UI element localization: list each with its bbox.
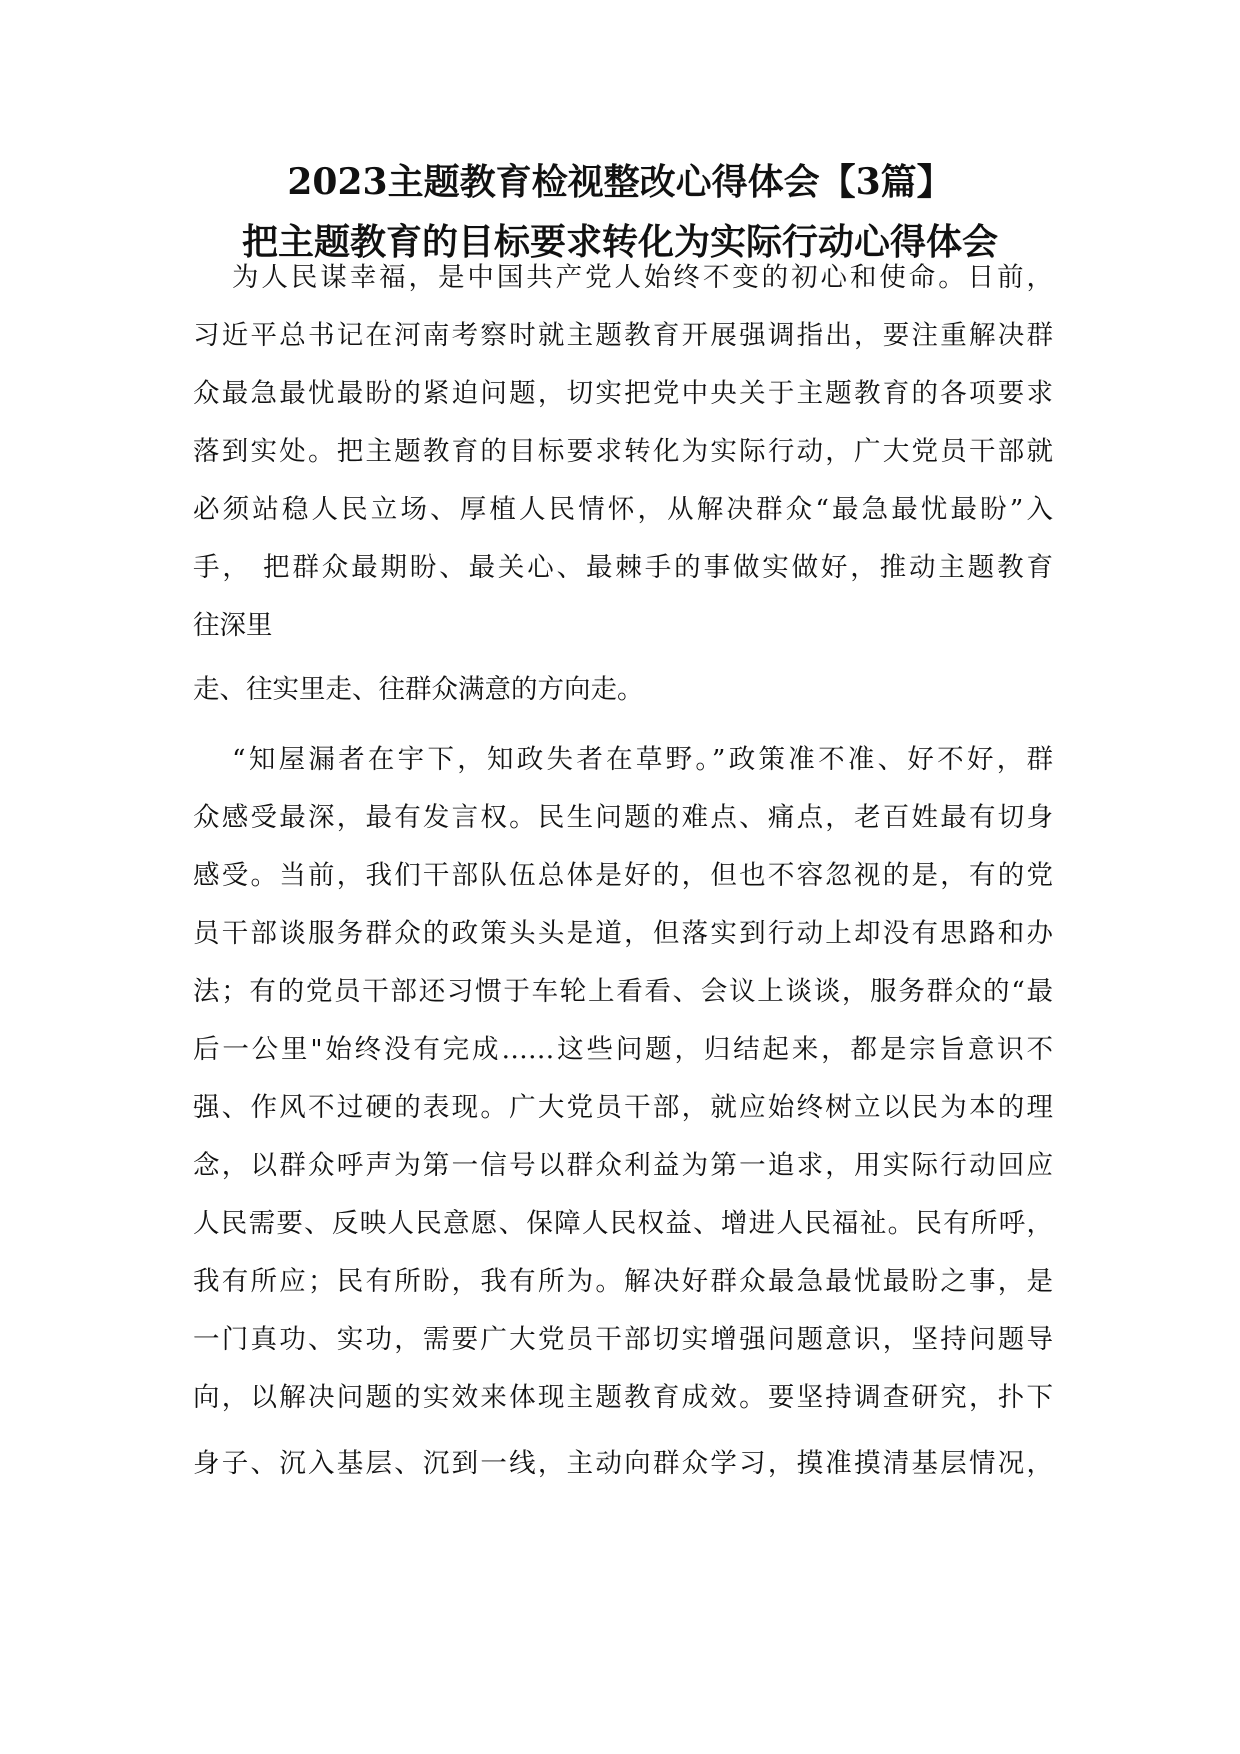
paragraph-line: 强、作风不过硬的表现。广大党员干部，就应始终树立以民为本的理 — [193, 1092, 1053, 1123]
paragraph-line: 走、往实里走、往群众满意的方向走。 — [193, 674, 644, 705]
paragraph-line: 法；有的党员干部还习惯于车轮上看看、会议上谈谈，服务群众的“最 — [193, 976, 1053, 1007]
paragraph-line: 习近平总书记在河南考察时就主题教育开展强调指出，要注重解决群 — [193, 320, 1053, 351]
paragraph-line: 必须站稳人民立场、厚植人民情怀，从解决群众“最急最忧最盼”入 — [193, 494, 1053, 525]
paragraph-line: 念，以群众呼声为第一信号以群众利益为第一追求，用实际行动回应 — [193, 1150, 1053, 1181]
document-title: 2023主题教育检视整改心得体会【3篇】 — [287, 161, 953, 203]
paragraph-line: 往深里 — [193, 610, 273, 641]
paragraph-line: 众感受最深，最有发言权。民生问题的难点、痛点，老百姓最有切身 — [193, 802, 1053, 833]
document-subtitle: 把主题教育的目标要求转化为实际行动心得体会 — [241, 221, 998, 263]
paragraph-line: 我有所应；民有所盼，我有所为。解决好群众最急最忧最盼之事，是 — [193, 1266, 1053, 1297]
paragraph-line: 向，以解决问题的实效来体现主题教育成效。要坚持调查研究，扑下 — [193, 1382, 1053, 1413]
paragraph-line: 众最急最忧最盼的紧迫问题，切实把党中央关于主题教育的各项要求 — [193, 378, 1053, 409]
paragraph-line: 员干部谈服务群众的政策头头是道，但落实到行动上却没有思路和办 — [193, 918, 1053, 949]
paragraph-line: 手， 把群众最期盼、最关心、最棘手的事做实做好，推动主题教育 — [193, 552, 1053, 583]
paragraph-line: 身子、沉入基层、沉到一线，主动向群众学习，摸准摸清基层情况， — [193, 1448, 1053, 1479]
paragraph-line: 感受。当前，我们干部队伍总体是好的，但也不容忽视的是，有的党 — [193, 860, 1053, 891]
paragraph-line: 落到实处。把主题教育的目标要求转化为实际行动，广大党员干部就 — [193, 436, 1053, 467]
paragraph-line: 一门真功、实功，需要广大党员干部切实增强问题意识，坚持问题导 — [193, 1324, 1053, 1355]
paragraph-line: “知屋漏者在宇下，知政失者在草野。”政策准不准、好不好，群 — [232, 744, 1053, 775]
paragraph-line: 为人民谋幸福，是中国共产党人始终不变的初心和使命。日前， — [232, 262, 1053, 293]
paragraph-line: 人民需要、反映人民意愿、保障人民权益、增进人民福祉。民有所呼， — [193, 1208, 1053, 1239]
paragraph-line: 后一公里"始终没有完成……这些问题，归结起来，都是宗旨意识不 — [193, 1034, 1053, 1065]
